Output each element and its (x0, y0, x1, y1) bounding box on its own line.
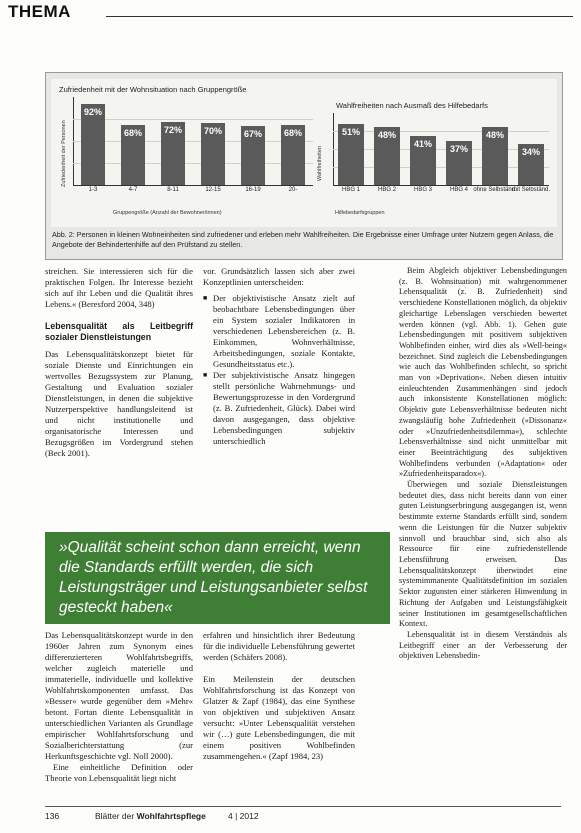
bar (338, 124, 364, 185)
bar-value-label: 67% (243, 129, 262, 140)
paragraph: vor. Grundsätzlich lassen sich aber zwei Konzeptlinien unterscheiden: (203, 266, 355, 287)
pull-quote (45, 532, 390, 624)
bar (446, 141, 472, 185)
bar-value-label: 48% (485, 130, 504, 141)
x-tick-label: 4-7 (128, 187, 138, 193)
chart2-title: Wahlfreiheiten nach Ausmaß des Hilfebedarfs (336, 101, 488, 110)
chart1-plot (69, 97, 313, 197)
paragraph: Das Lebensqualitätskonzept bietet für soziale Dienste und Einrichtungen ein wertvolles Bezugssystem zur Planung, Gestaltung und Evaluation sozialer Dienstleistungen, in denen die subjektive Nutzerperspektive handlungsleitend ist und nicht institutionelle und organisatorische Interessen und Bezugsgrößen im Vordergrund stehen (Beck 2001). (45, 349, 193, 458)
paragraph: Überwiegen und soziale Dienstleistungen bedeutet dies, dass nicht bereits dann von einer guten Leistungserbringung ausgegangen ist, wenn bestimmte externe Standards erfüllt sind, sondern wenn die Leistungen für die Nutzer subjektiv sinnvoll und brauchbar sind, sich also als Ressource für eine zufriedenstellende Lebensführung erweisen. Das Lebensqualitätskonzept überwindet eine systemimmanente Qualitätsdefinition im sozialen Sektor zugunsten einer stärkeren Hinwendung in Richtung der Aufgaben und Leistungsfähigkeit seiner Institutionen im gesamtgesellschaftlichen Kontext. (399, 480, 567, 629)
bar (241, 126, 266, 185)
chart2-plot (329, 113, 549, 197)
chart1-xlabel: Gruppengröße (Anzahl der Bewohner/innen) (113, 210, 222, 216)
x-tick-label: 1-3 (88, 187, 98, 193)
bar (410, 136, 436, 185)
x-axis (333, 185, 549, 186)
column-3 (399, 266, 567, 662)
pull-quote-text: »Qualität scheint schon dann erreicht, wenn die Standards erfüllt werden, die sich Leistungsträger und Leistungsanbieter selbst gesteckt haben« (59, 539, 368, 616)
x-tick-label: 8-11 (167, 187, 179, 193)
column-2-top (203, 266, 355, 447)
x-tick-label: HBG 2 (377, 187, 397, 193)
page-number: 136 (45, 811, 60, 821)
bar (374, 127, 400, 185)
bar-value-label: 68% (283, 128, 302, 139)
gridline (333, 167, 549, 168)
bar (281, 125, 306, 185)
chart1-title: Zufriedenheit mit der Wohnsituation nach Gruppengröße (59, 85, 247, 94)
x-tick-label: mit Selbständ. (511, 187, 551, 193)
bar-value-label: 51% (341, 126, 360, 137)
paragraph: Ein Meilenstein der deutschen Wohlfahrtsforschung ist das Konzept von Glatzer & Zapf (1984), das eine Synthese von objektiven und subjektiven Ansatz versucht: »Unter Lebensqualität verstehen wir (…) gute Lebensbedingungen, die mit einem positiven Wohlbefinden zusammengehen.« (Zapf 1984, 23) (203, 674, 355, 761)
bar (201, 123, 226, 185)
bar-value-label: 72% (163, 124, 182, 135)
bar (518, 144, 544, 185)
paragraph: erfahren und hinsichtlich ihrer Bedeutung für die individuelle Lebensführung gewertet werden (Schäfers 2008). (203, 630, 355, 662)
bar (161, 122, 186, 185)
journal-name (95, 811, 206, 821)
subheading: Lebensqualität als Leitbegriff sozialer Dienstleistungen (45, 321, 193, 342)
paragraph: streichen. Sie interessieren sich für die praktischen Folgen. Ihr Interesse bezieht sich auf ihr Leben und die Qualität ihres Lebens.« (Beresford 2004, 348) (45, 266, 193, 309)
figure-charts (51, 79, 557, 227)
journal-prefix: Blätter der (95, 811, 137, 821)
bullet-item: ■ Der objektivistische Ansatz zielt auf beobachtbare Lebensbedingungen über ein System sozialer Indikatoren in verschiedenen Lebensbereichen (z. B. Einkommen, Wohnverhältnisse, Arbeitsbedingungen, soziale Kontakte, Gesundheitsstatus etc.). (203, 293, 355, 370)
bar (482, 127, 508, 185)
figure (45, 72, 563, 260)
bar-value-label: 92% (83, 107, 102, 118)
chart2-ylabel: Wahlfreiheiten (317, 146, 323, 181)
x-tick-label: HBG 1 (341, 187, 361, 193)
gridline (73, 163, 313, 164)
column-1-bottom (45, 630, 193, 784)
bar (81, 104, 106, 185)
x-tick-label: 16-19 (245, 187, 261, 193)
gridline (333, 149, 549, 150)
gridline (73, 119, 313, 120)
bar-value-label: 34% (521, 147, 540, 158)
section-title: THEMA (8, 2, 71, 21)
bar-value-label: 48% (377, 130, 396, 141)
gridline (73, 141, 313, 142)
chart1-ylabel: Zufriedenheit der Personen (61, 120, 67, 187)
paragraph: Das Lebensqualitätskonzept wurde in den 1960er Jahren zum Synonym eines differenzierteren Wohlfahrtsbegriffs, welcher zugleich materielle und immaterielle, individuelle und kollektive Wohlfahrtskomponenten umfasst. Das »Besser« wurde gegenüber dem »Mehr« betont. Fortan diente Lebensqualität in unterschiedlichen Varianten als Grundlage empirischer Wohlfahrtsforschung und Sozialberichterstattung (zur Herkunftsgeschichte vgl. Noll 2000). (45, 630, 193, 761)
header-rule (106, 16, 573, 17)
bar-value-label: 70% (203, 126, 222, 137)
bar-value-label: 41% (413, 138, 432, 149)
gridline (333, 131, 549, 132)
x-tick-label: ohne Selbständ. (473, 187, 517, 193)
x-tick-label: 12-15 (205, 187, 221, 193)
x-tick-label: HBG 3 (413, 187, 433, 193)
figure-caption: Abb. 2: Personen in kleinen Wohneinheiten sind zufriedener und erleben mehr Wahlfreiheiten. Die Ergebnisse einer Umfrage unter Nutzern gegen Anlass, die Angebote der Behindertenhilfe auf den Prüfstand zu stellen. (52, 230, 554, 249)
column-1-top (45, 266, 193, 459)
issue-number: 4 | 2012 (228, 811, 259, 821)
paragraph: Eine einheitliche Definition oder Theorie von Lebensqualität liegt nicht (45, 762, 193, 783)
chart2-xlabel: Hilfebedarfsgruppen (335, 210, 385, 216)
column-2-bottom (203, 630, 355, 762)
bar (121, 125, 146, 185)
journal-bold: Wohlfahrtspflege (136, 811, 206, 821)
bullet-item: ■ Der subjektivistische Ansatz hingegen stellt persönliche Wahrnehmungs- und Bewertungsprozesse in den Vordergrund (z. B. Zufriedenheit, Glück). Dabei wird davon ausgegangen, dass objektive Lebensbedingungen subjektiv unterschiedlich (203, 370, 355, 447)
footer-rule (45, 806, 561, 807)
bar-value-label: 68% (123, 128, 142, 139)
paragraph: Lebensqualität ist in diesem Verständnis als Leitbegriff einer an der Verbesserung der objektiven Lebensbedin- (399, 629, 567, 661)
bar-value-label: 37% (449, 143, 468, 154)
paragraph: Beim Abgleich objektiver Lebensbedingungen (z. B. Wohnsituation) mit wahrgenommener Lebensqualität (z. B. Zufriedenheit) sind verschiedene Konstellationen möglich, da objektiv gleichartige Lebenslagen verschieden bewertet werden können (vgl. Abb. 1). Gehen gute Lebensbedingungen mit positivem subjektiven Wohlbefinden einher, wird dies als »Well-being« bezeichnet. Sind zugleich die Lebensbedingungen wie auch das Wohlbefinden schlecht, so spricht man von »Deprivation«. Neben diesen intuitiv einleuchtenden Zusammenhängen sind jedoch auch inkonsistente Konstellationen möglich: Objektiv gute Lebensverhältnisse bedeuten nicht zwangsläufig hohe Zufriedenheit (»Dissonanz« oder »Unzufriedenheitsdilemma«), schlechte Lebensverhältnisse sind nicht unmittelbar mit einer Beeinträchtigung des subjektiven Wohlbefindens verbunden (»Adaptation« oder »Zufriedenheitsparadox«). (399, 266, 567, 479)
x-axis (73, 185, 313, 186)
x-tick-label: HBG 4 (449, 187, 469, 193)
x-tick-label: 20- (288, 187, 298, 193)
